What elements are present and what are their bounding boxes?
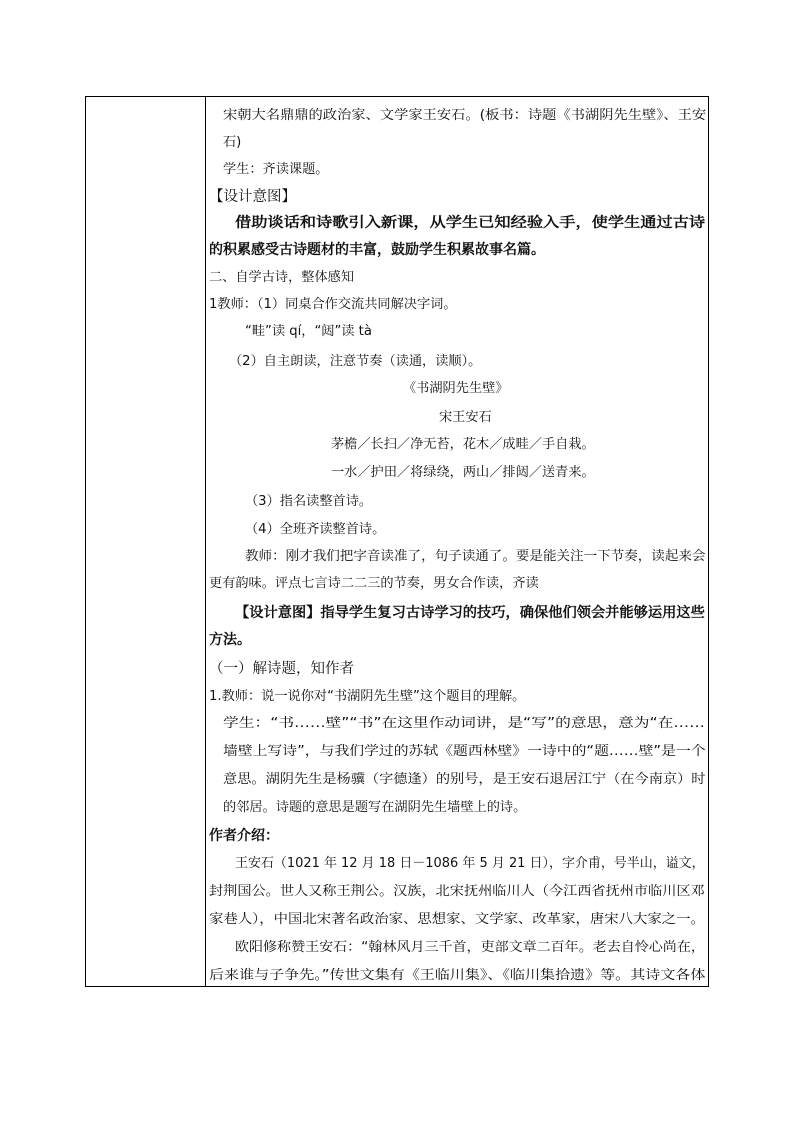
text-line: “畦”读 qí，“闼”读 tà bbox=[245, 324, 372, 339]
text-line: 意思。湖阴先生是杨骥（字德逢）的别号，是王安石退居江宁（在今南京）时 bbox=[223, 772, 706, 787]
column-divider bbox=[205, 97, 206, 986]
text-line: 【设计意图】指导学生复习古诗学习的技巧，确保他们领会并能够运用这些 bbox=[235, 605, 705, 621]
text-line: （一）解诗题，知作者 bbox=[209, 661, 354, 677]
text-line: （4）全班齐读整首诗。 bbox=[245, 522, 386, 537]
text-line: 教师：刚才我们把字音读准了，句子读通了。要是能关注一下节奏，读起来会 bbox=[245, 549, 706, 564]
text-line: （3）指名读整首诗。 bbox=[245, 494, 373, 509]
text-line: （2）自主朗读，注意节奏（读通，读顺）。 bbox=[229, 354, 482, 369]
text-line: 封荆国公。世人又称王荆公。汉族，北宋抚州临川人（今江西省抚州市临川区邓 bbox=[209, 884, 705, 899]
text-line: 方法。 bbox=[209, 632, 251, 648]
text-line: 一水／护田／将绿绕，两山／排闼／送青来。 bbox=[331, 465, 595, 480]
text-line: 作者介绍： bbox=[209, 828, 279, 844]
text-line: 后来谁与子争先。”传世文集有《王临川集》、《临川集拾遗》等。其诗文各体 bbox=[209, 968, 706, 983]
text-line: 宋王安石 bbox=[439, 410, 492, 425]
text-line: 家巷人），中国北宋著名政治家、思想家、文学家、改革家，唐宋八大家之一。 bbox=[209, 912, 705, 927]
text-line: 1教师：（1）同桌合作交流共同解决字词。 bbox=[209, 297, 457, 312]
text-line: 《书湖阴先生壁》 bbox=[403, 381, 509, 396]
text-line: 1.教师：说一说你对“书湖阴先生壁”这个题目的理解。 bbox=[209, 689, 526, 704]
text-line: 借助谈话和诗歌引入新课，从学生已知经验入手，使学生通过古诗 bbox=[235, 215, 706, 231]
text-line: 学生：“书……壁”“书”在这里作动词讲，是“写”的意思，意为“在…… bbox=[223, 716, 705, 731]
text-line: 墙壁上写诗”，与我们学过的苏轼《题西林壁》一诗中的“题……壁”是一个 bbox=[223, 744, 706, 759]
text-line: 的积累感受古诗题材的丰富，鼓励学生积累故事名篇。 bbox=[209, 242, 545, 258]
text-line: 学生：齐读课题。 bbox=[223, 162, 329, 177]
text-line: 茅檐／长扫／净无苔，花木／成畦／手自栽。 bbox=[331, 437, 595, 452]
text-line: 欧阳修称赞王安石：“翰林风月三千首，吏部文章二百年。老去自怜心尚在， bbox=[235, 940, 705, 955]
text-line: 宋朝大名鼎鼎的政治家、文学家王安石。(板书：诗题《书湖阴先生壁》、王安 bbox=[223, 108, 707, 123]
text-line: 更有韵味。评点七言诗二二三的节奏，男女合作读，齐读 bbox=[209, 576, 539, 591]
text-line: 王安石（1021 年 12 月 18 日－1086 年 5 月 21 日），字介甫，号半山，谥文， bbox=[235, 856, 705, 871]
text-line: 石) bbox=[223, 135, 242, 150]
lesson-table bbox=[85, 96, 709, 987]
text-line: 【设计意图】 bbox=[209, 189, 296, 205]
text-line: 的邻居。诗题的意思是题写在湖阴先生墙壁上的诗。 bbox=[223, 800, 527, 815]
text-line: 二、自学古诗，整体感知 bbox=[209, 270, 355, 285]
